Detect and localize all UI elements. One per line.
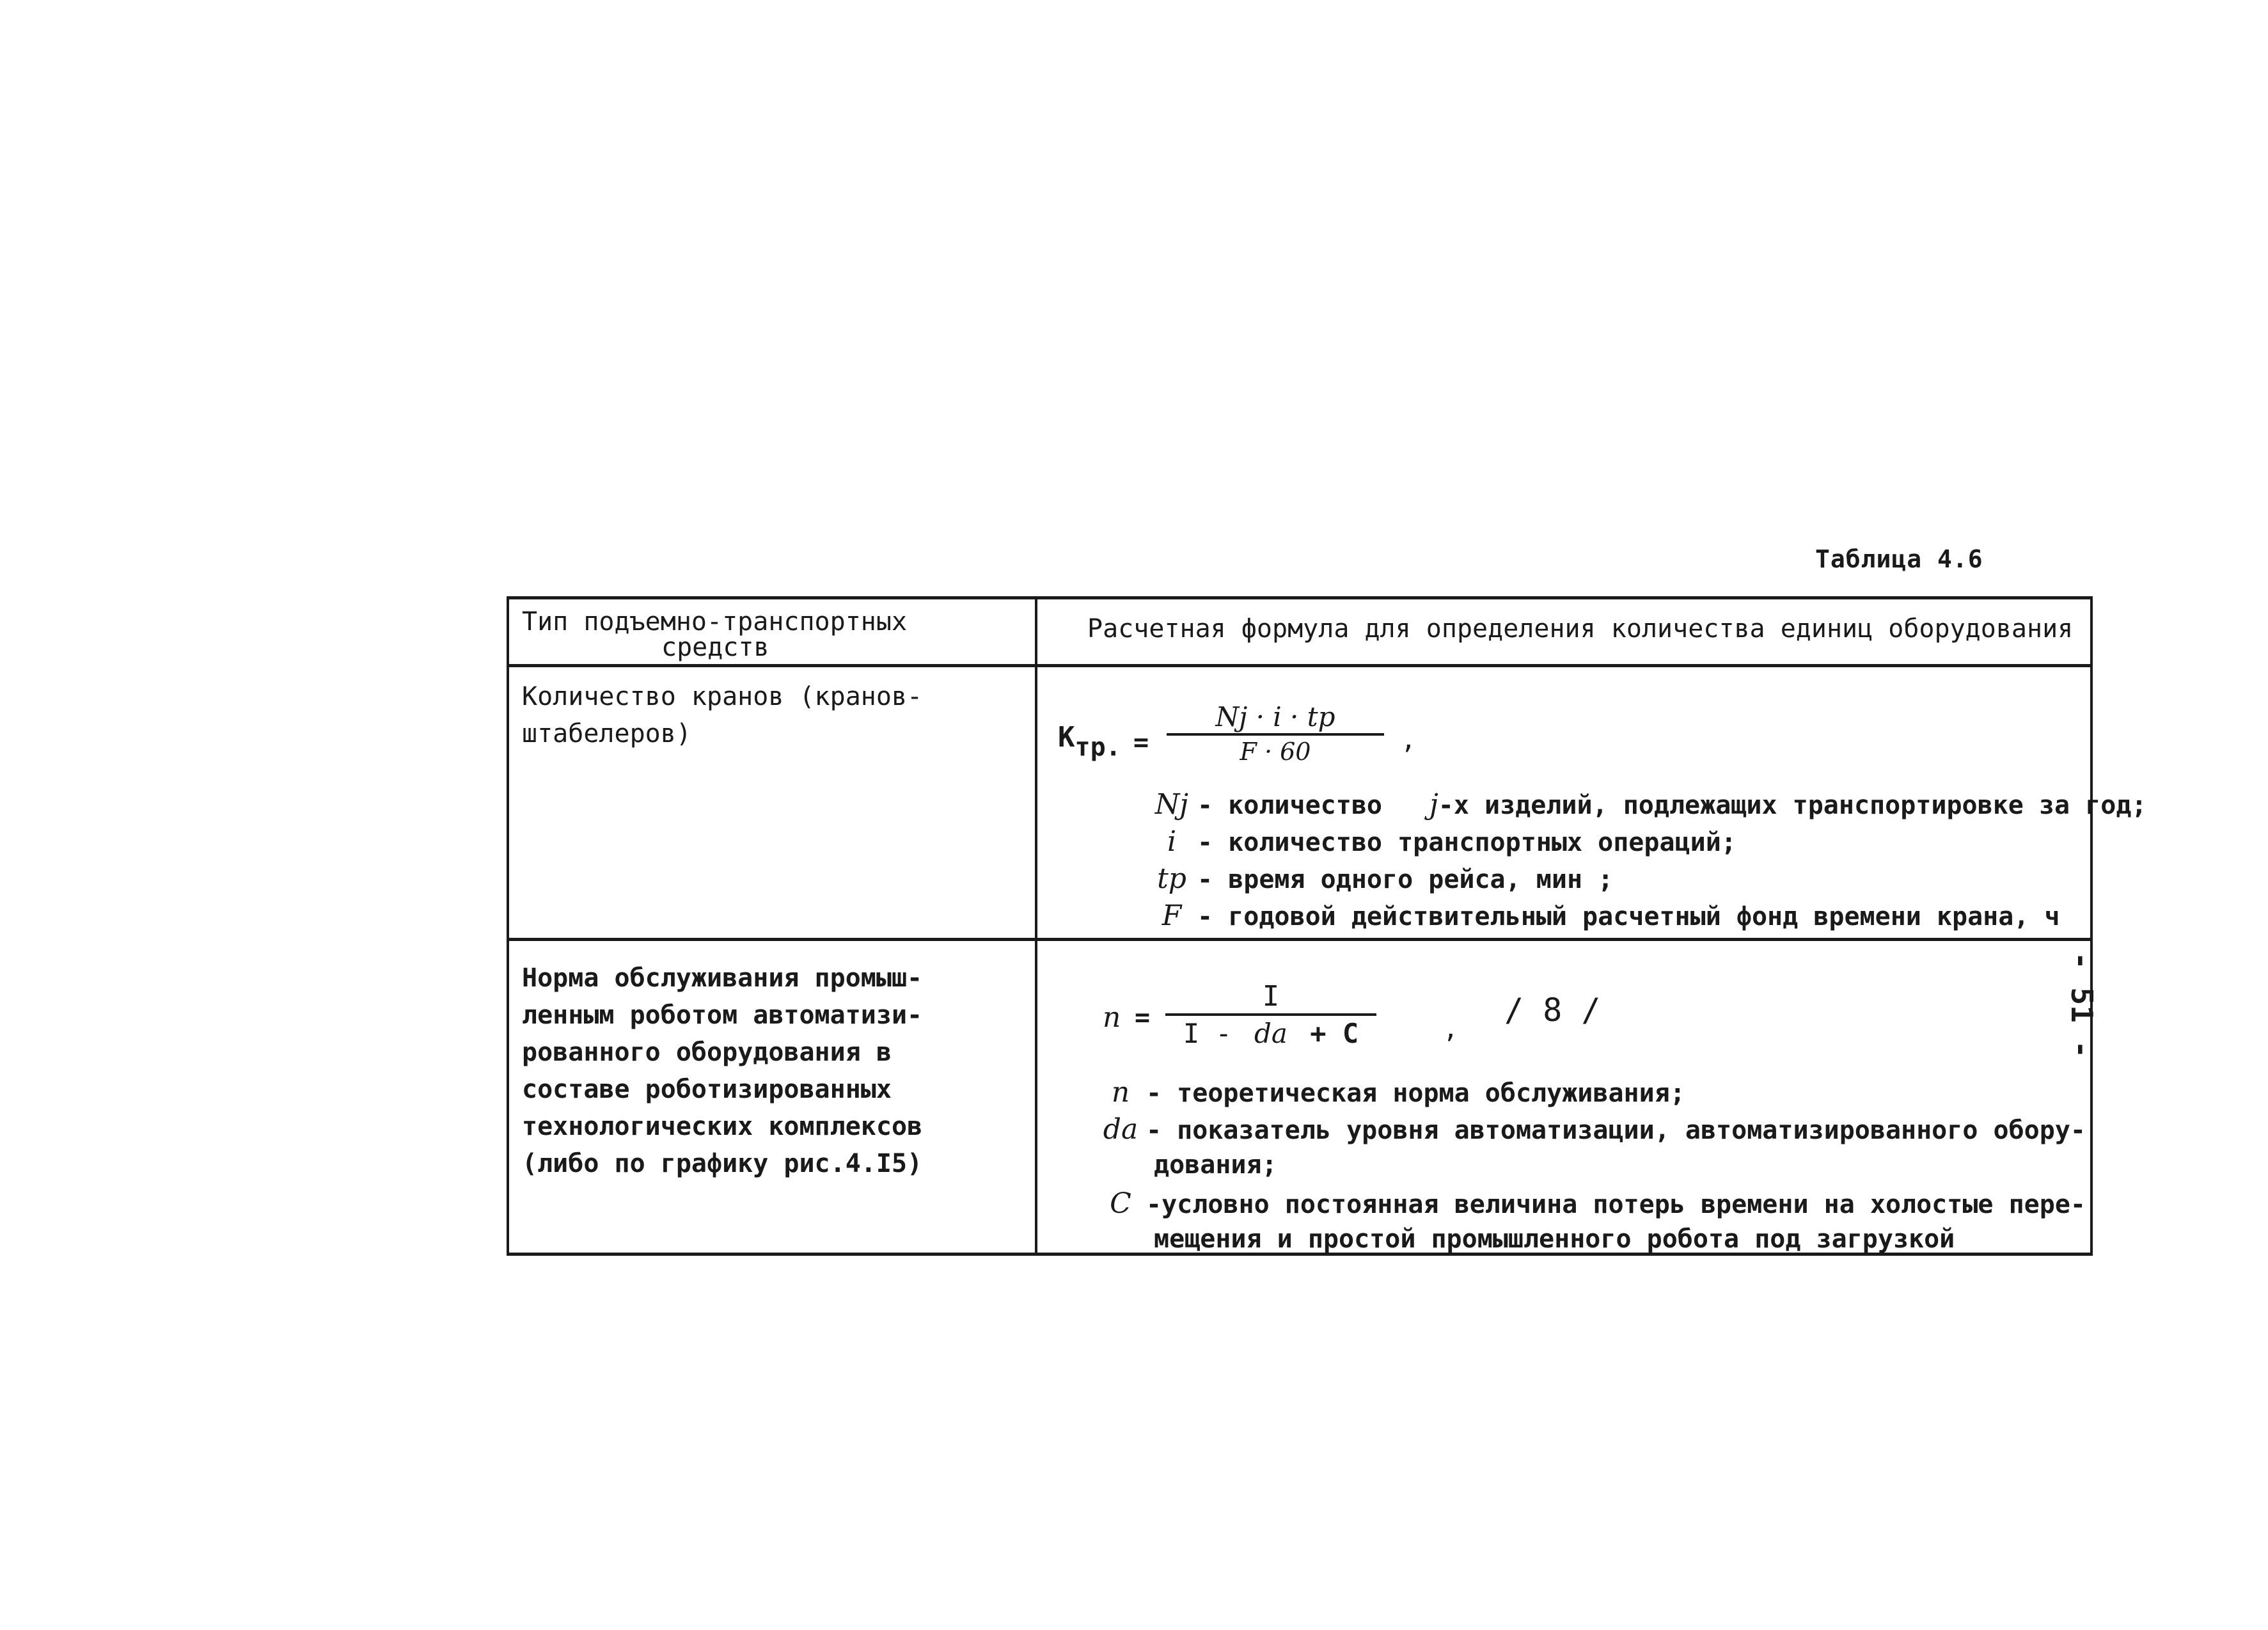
formula1-trail: ,: [1401, 725, 1417, 755]
legend-symbol-da: da: [1103, 1113, 1138, 1146]
row1-type-cell: [522, 678, 922, 752]
legend-symbol-tp: tp: [1157, 862, 1186, 895]
formula2-equals: =: [1135, 1003, 1151, 1033]
legend-text-c: -условно постоянная величина потерь времени на холостые пере-: [1146, 1190, 2086, 1219]
legend-text-tp: - время одного рейса, мин ;: [1197, 865, 1614, 894]
row1-legend-item: [1146, 862, 1613, 895]
formula2-trail: ,: [1443, 1015, 1459, 1044]
row1-type-line1: Количество кранов (кранов-: [522, 682, 923, 711]
formula2-denominator-b: da: [1254, 1018, 1288, 1049]
formula2-denominator-c: + C: [1310, 1018, 1359, 1049]
row2-type-line3: рованного оборудования в: [522, 1038, 892, 1067]
header-bottom-rule: [507, 664, 2093, 667]
table-caption: Таблица 4.6: [1815, 545, 1983, 573]
formula2-numerator: I: [1262, 980, 1280, 1013]
legend-symbol-nj: Nj: [1154, 788, 1189, 821]
formula2-ref: / 8 /: [1504, 992, 1601, 1029]
formula1-fraction: [1167, 701, 1384, 768]
row1-legend-item: [1146, 825, 1736, 858]
formula2-lhs: n: [1103, 1001, 1121, 1034]
legend-symbol-f: F: [1162, 899, 1182, 932]
legend-text-i: - количество транспортных операций;: [1197, 828, 1736, 857]
row2-type-line6: (либо по графику рис.4.I5): [522, 1149, 923, 1178]
page-number: - 51 -: [2065, 952, 2099, 1059]
row1-legend-item: [1146, 899, 2060, 932]
formula2-fraction: [1165, 980, 1376, 1052]
row2-type-cell: [522, 960, 922, 1182]
row1-bottom-rule: [507, 938, 2093, 941]
table-left-rule: [507, 596, 509, 1255]
legend-text-n: - теоретическая норма обслуживания;: [1146, 1079, 1685, 1108]
row1-legend-item: [1146, 788, 2147, 821]
legend-symbol-c: C: [1110, 1187, 1131, 1220]
legend-text-f: - годовой действительный расчетный фонд времени крана, ч: [1197, 902, 2060, 931]
header-type-line1: Тип подъемно-транспортных: [522, 607, 908, 637]
legend-text-da: - показатель уровня автоматизации, автоматизированного обору-: [1146, 1116, 2086, 1145]
legend-text-nj-cont: -х изделий, подлежащих транспортировке за год;: [1438, 791, 2147, 820]
formula1-denominator: F · 60: [1240, 738, 1311, 766]
formula2-denominator: [1165, 1016, 1376, 1052]
column-divider-rule: [1035, 596, 1037, 1255]
row2-legend-item: [1095, 1187, 2086, 1220]
formula1-numerator: Nj · i · tp: [1215, 701, 1335, 732]
legend-symbol-n: n: [1111, 1076, 1130, 1109]
table-4-6: [507, 596, 2147, 1255]
legend-symbol-i: i: [1167, 825, 1177, 858]
header-formula-cell: Расчетная формула для определения количества единиц оборудования: [1087, 614, 2074, 644]
formula1-lhs-sub: тр.: [1075, 732, 1121, 762]
legend-text-da-cont: дования;: [1154, 1150, 1277, 1180]
legend-symbol-j: j: [1429, 788, 1438, 821]
row2-legend-item: [1095, 1113, 2086, 1146]
row2-legend-item: [1095, 1076, 1685, 1109]
header-type-cell: [522, 609, 907, 660]
table-right-rule: [2090, 596, 2093, 1255]
table-top-rule: [507, 596, 2093, 599]
formula1-lhs: [1058, 719, 1121, 762]
row2-type-line4: составе роботизированных: [522, 1075, 892, 1104]
row2-legend-item-cont: [1146, 1150, 1277, 1180]
formula1-equals: =: [1133, 728, 1149, 757]
row2-type-line5: технологических комплексов: [522, 1112, 923, 1141]
row1-type-line2: штабелеров): [522, 719, 691, 748]
row2-legend-item-cont: [1146, 1224, 1955, 1254]
row2-type-line1: Норма обслуживания промыш-: [522, 963, 923, 993]
header-type-line2: средств: [661, 633, 769, 662]
legend-text-nj: - количество: [1197, 791, 1382, 820]
formula2-denominator-a: I -: [1183, 1018, 1232, 1049]
formula1-lhs-letter: K: [1058, 721, 1075, 754]
row2-type-line2: ленным роботом автоматизи-: [522, 1001, 923, 1030]
legend-text-c-cont: мещения и простой промышленного робота под загрузкой: [1154, 1224, 1955, 1254]
